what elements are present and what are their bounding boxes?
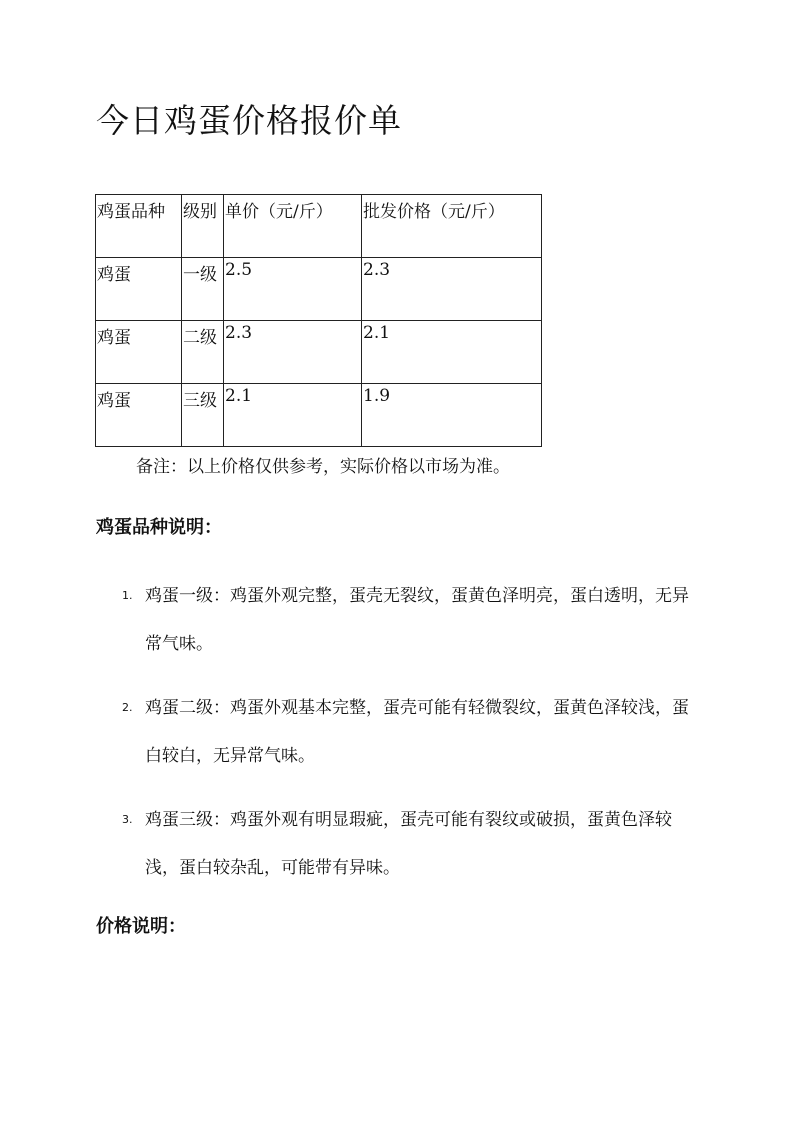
price-note: 备注：以上价格仅供参考，实际价格以市场为准。 <box>136 457 510 477</box>
list-item-text: 鸡蛋一级：鸡蛋外观完整，蛋壳无裂纹，蛋黄色泽明亮，蛋白透明，无异常气味。 <box>145 586 689 654</box>
header-grade: 级别 <box>182 195 224 258</box>
price-table <box>95 194 542 447</box>
table-header-row <box>96 195 542 258</box>
header-variety: 鸡蛋品种 <box>96 195 182 258</box>
cell-unit-price: 2.5 <box>224 258 362 321</box>
cell-wholesale-price: 2.1 <box>362 321 542 384</box>
list-item-number: 3. <box>122 813 133 826</box>
cell-grade: 三级 <box>182 384 224 447</box>
list-item-number: 1. <box>122 589 133 602</box>
header-wholesale-price: 批发价格（元/斤） <box>362 195 542 258</box>
table-row <box>96 384 542 447</box>
table-row <box>96 321 542 384</box>
list-item-number: 2. <box>122 701 133 714</box>
cell-unit-price: 2.3 <box>224 321 362 384</box>
cell-variety: 鸡蛋 <box>96 321 182 384</box>
list-item-text: 鸡蛋三级：鸡蛋外观有明显瑕疵，蛋壳可能有裂纹或破损，蛋黄色泽较浅，蛋白较杂乱，可能带有异味。 <box>145 810 672 878</box>
cell-unit-price: 2.1 <box>224 384 362 447</box>
list-item <box>110 684 695 780</box>
cell-wholesale-price: 1.9 <box>362 384 542 447</box>
varieties-list <box>110 572 710 908</box>
page-title: 今日鸡蛋价格报价单 <box>96 101 402 140</box>
varieties-heading: 鸡蛋品种说明： <box>96 517 222 538</box>
list-item <box>110 572 695 668</box>
cell-variety: 鸡蛋 <box>96 384 182 447</box>
price-heading: 价格说明： <box>96 916 186 937</box>
header-unit-price: 单价（元/斤） <box>224 195 362 258</box>
cell-grade: 二级 <box>182 321 224 384</box>
cell-grade: 一级 <box>182 258 224 321</box>
table-row <box>96 258 542 321</box>
list-item <box>110 796 695 892</box>
cell-variety: 鸡蛋 <box>96 258 182 321</box>
cell-wholesale-price: 2.3 <box>362 258 542 321</box>
list-item-text: 鸡蛋二级：鸡蛋外观基本完整，蛋壳可能有轻微裂纹，蛋黄色泽较浅，蛋白较白，无异常气味。 <box>145 698 689 766</box>
